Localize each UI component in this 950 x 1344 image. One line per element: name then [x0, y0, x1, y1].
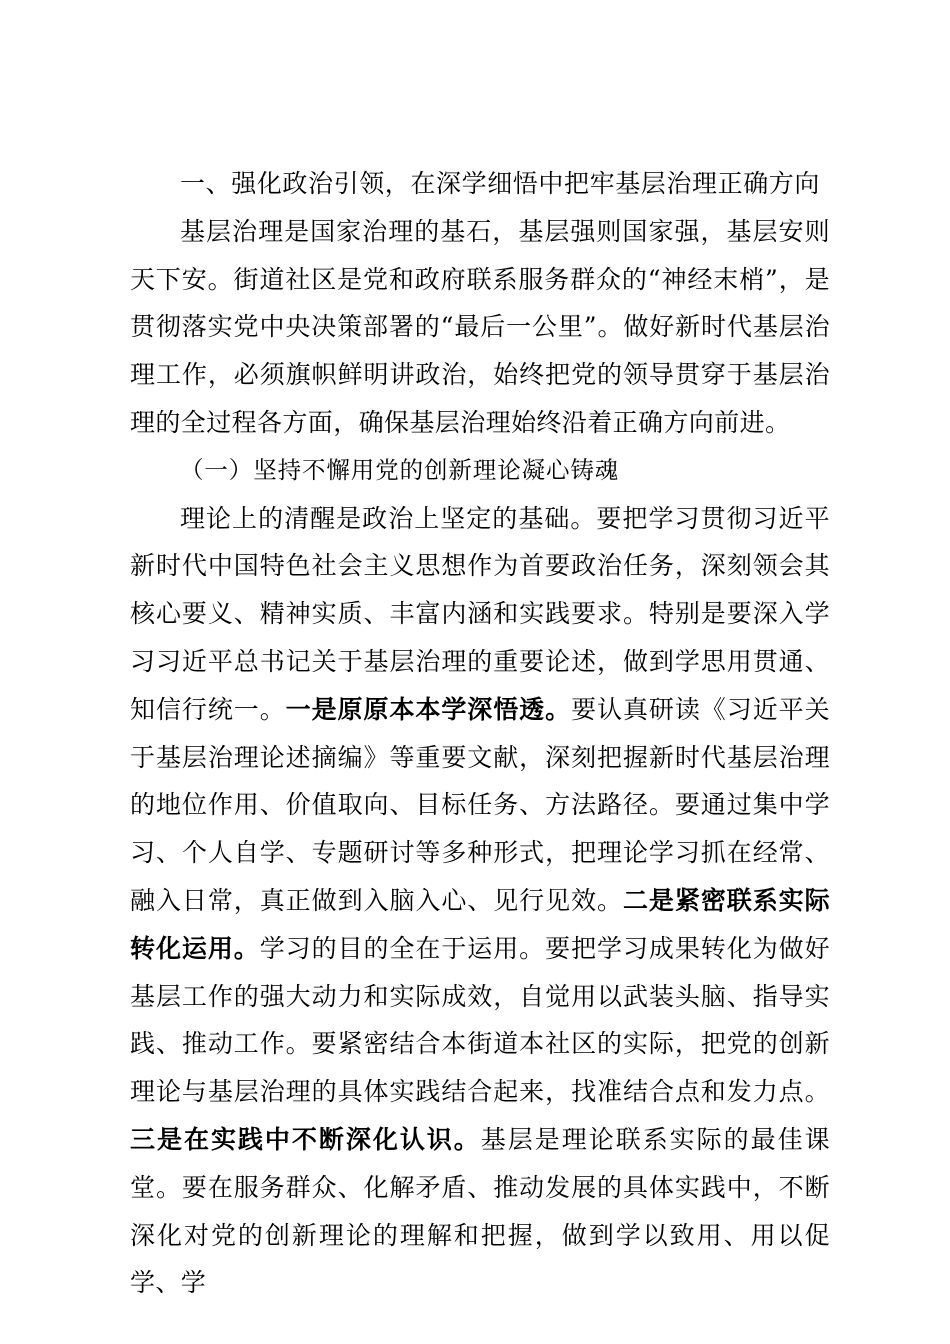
point-2-text: 学习的目的全在于运用。要把学习成果转化为做好基层工作的强大动力和实际成效，自觉用以武装头脑、指导实践、推动工作。要紧密结合本街道本社区的实际，把党的创新理论与基层治理的具体实践结合起来，找准结合点和发力点。	[130, 933, 830, 1107]
document-body	[130, 160, 830, 1307]
point-1-title: 一是原原本本学深悟透。	[285, 694, 572, 724]
paragraph-intro: 理论上的清醒是政治上坚定的基础。要把学习贯彻习近平新时代中国特色社会主义思想作为首要政治任务，深刻领会其核心要义、精神实质、丰富内涵和实践要求。特别是要深入学习习近平总书记关于基层治理的重要论述，做到学思用贯通、知信行统一。	[130, 503, 830, 724]
section-heading: 一、强化政治引领，在深学细悟中把牢基层治理正确方向	[180, 169, 821, 198]
section-paragraph: 基层治理是国家治理的基石，基层强则国家强，基层安则天下安。街道社区是党和政府联系服务群众的“神经末梢”，是贯彻落实党中央决策部署的“最后一公里”。做好新时代基层治理工作，必须旗帜鲜明讲政治，始终把党的领导贯穿于基层治理的全过程各方面，确保基层治理始终沿着正确方向前进。	[130, 216, 830, 437]
subsection-paragraph	[130, 495, 830, 1308]
subsection-heading: （一）坚持不懈用党的创新理论凝心铸魂	[180, 455, 620, 484]
point-3-text: 基层是理论联系实际的最佳课堂。要在服务群众、化解矛盾、推动发展的具体实践中，不断深化对党的创新理论的理解和把握，做到学以致用、用以促学、学	[130, 1124, 831, 1298]
point-2-title: 二是紧密联系实际转化运用。	[130, 885, 831, 963]
point-3-title: 三是在实践中不断深化认识。	[130, 1124, 481, 1154]
point-1-text: 要认真研读《习近平关于基层治理论述摘编》等重要文献，深刻把握新时代基层治理的地位作用、价值取向、目标任务、方法路径。要通过集中学习、个人自学、专题研讨等多种形式，把理论学习抓在经常、融入日常，真正做到入脑入心、见行见效。	[130, 694, 830, 915]
